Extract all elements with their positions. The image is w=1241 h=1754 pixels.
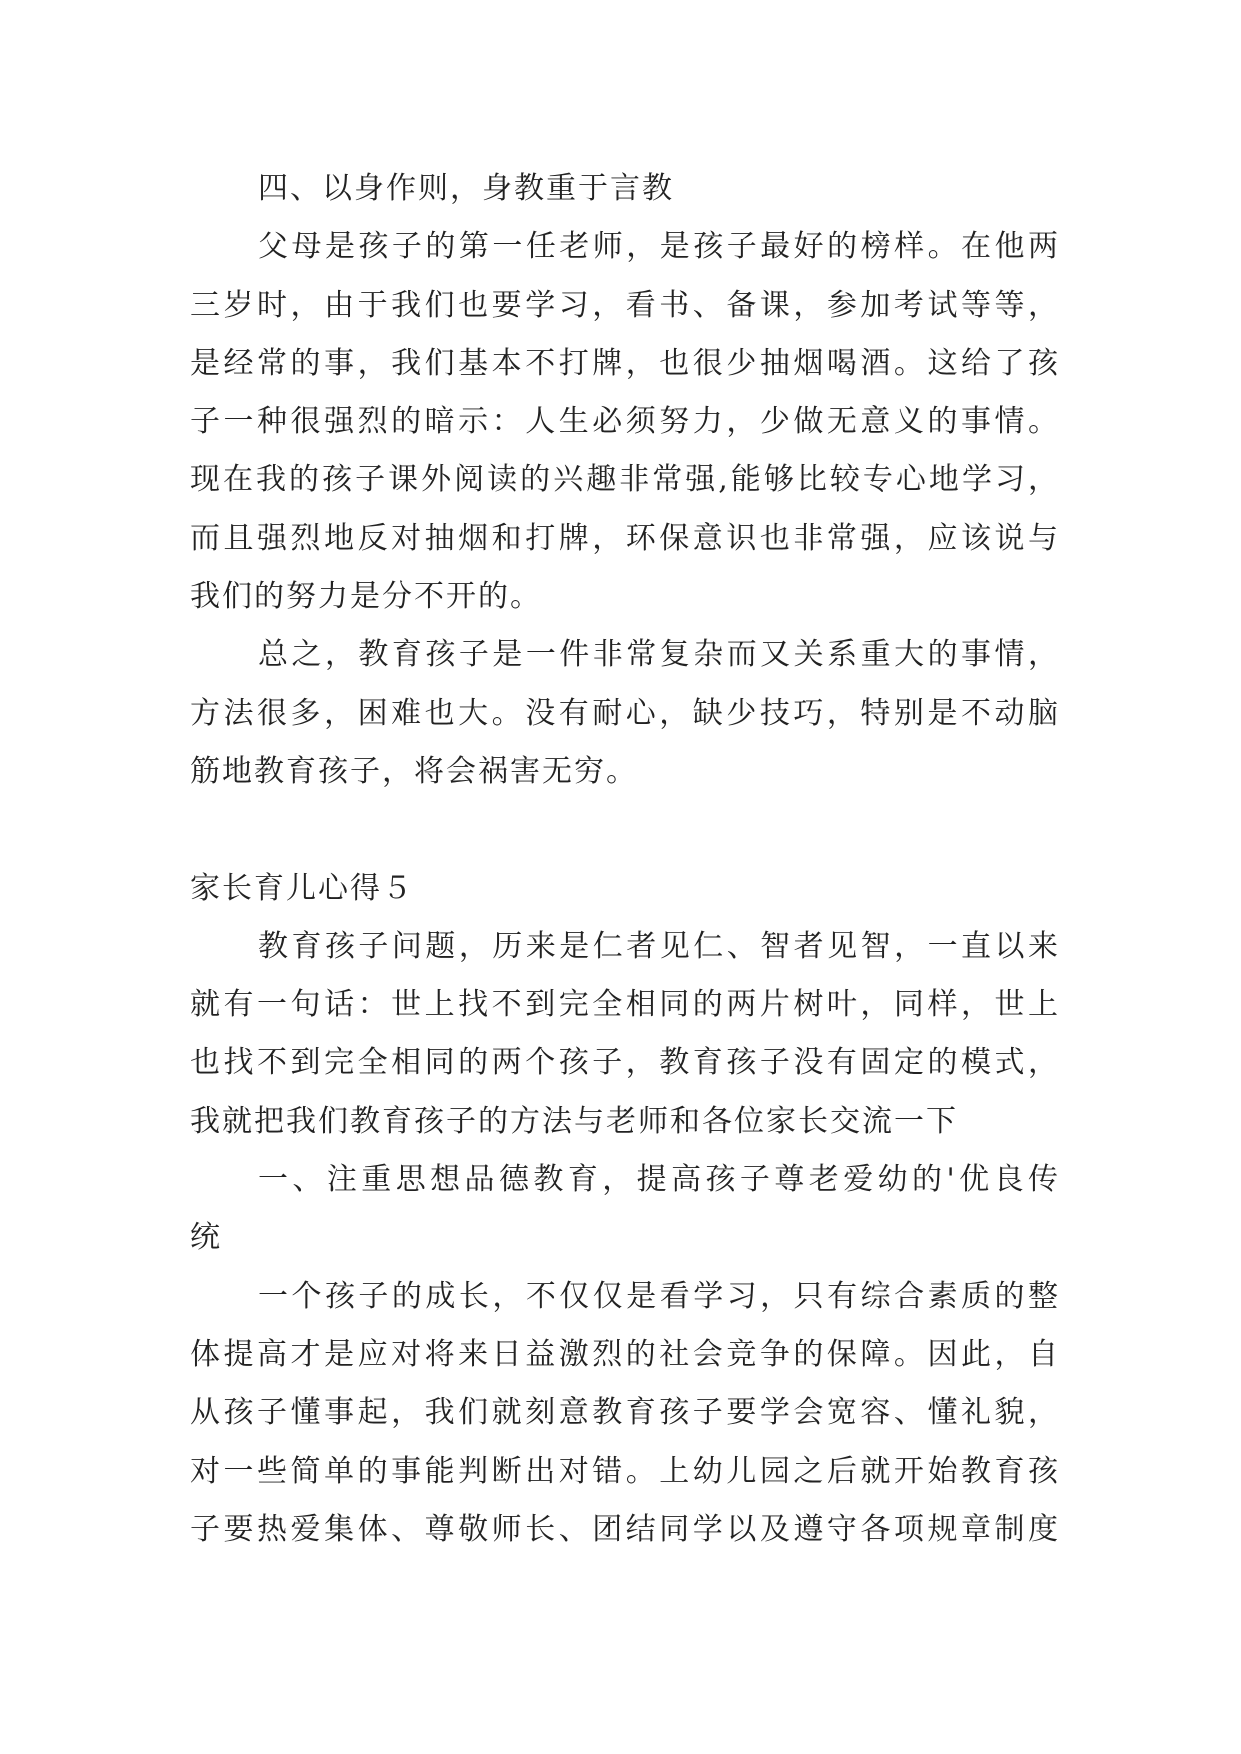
paragraph-line: 而且强烈地反对抽烟和打牌，环保意识也非常强，应该说与: [190, 520, 1060, 556]
paragraph: [190, 626, 1060, 801]
paragraph: [190, 918, 1060, 1151]
paragraph-line: 方法很多，困难也大。没有耐心，缺少技巧，特别是不动脑: [190, 695, 1060, 731]
section-subheading: 四、以身作则，身教重于言教: [258, 171, 674, 206]
section-subheading: [190, 1151, 1060, 1268]
paragraph-line: 也找不到完全相同的两个孩子，教育孩子没有固定的模式，: [190, 1045, 1060, 1081]
paragraph: [190, 1268, 1060, 1559]
subheading-line: 一、注重思想品德教育，提高孩子尊老爱幼的'优良传: [258, 1162, 1060, 1198]
section-title: 家长育儿心得５: [190, 870, 414, 906]
paragraph-line: 子要热爱集体、尊敬师长、团结同学以及遵守各项规章制度: [190, 1511, 1060, 1547]
section-spacer: [190, 801, 1060, 859]
paragraph-line: 从孩子懂事起，我们就刻意教育孩子要学会宽容、懂礼貌，: [190, 1395, 1060, 1431]
paragraph-line: 我就把我们教育孩子的方法与老师和各位家长交流一下: [190, 1103, 958, 1139]
paragraph-line: 我们的努力是分不开的。: [190, 579, 542, 615]
paragraph-line: 是经常的事，我们基本不打牌，也很少抽烟喝酒。这给了孩: [190, 345, 1060, 381]
paragraph-line: 子一种很强烈的暗示：人生必须努力，少做无意义的事情。: [190, 404, 1060, 440]
paragraph: [190, 218, 1060, 626]
paragraph-line: 父母是孩子的第一任老师，是孩子最好的榜样。在他两: [258, 229, 1060, 265]
document-body: [190, 160, 1060, 1559]
paragraph-line: 总之，教育孩子是一件非常复杂而又关系重大的事情，: [258, 637, 1060, 673]
paragraph-line: 三岁时，由于我们也要学习，看书、备课，参加考试等等，: [190, 287, 1060, 323]
paragraph-line: 对一些简单的事能判断出对错。上幼儿园之后就开始教育孩: [190, 1453, 1060, 1489]
paragraph-line: 现在我的孩子课外阅读的兴趣非常强,能够比较专心地学习，: [190, 462, 1060, 498]
paragraph-line: 筋地教育孩子，将会祸害无穷。: [190, 753, 638, 789]
paragraph-line: 体提高才是应对将来日益激烈的社会竞争的保障。因此，自: [190, 1336, 1060, 1372]
subheading-line: 统: [190, 1220, 222, 1256]
paragraph-line: 就有一句话：世上找不到完全相同的两片树叶，同样，世上: [190, 987, 1060, 1023]
paragraph-line: 教育孩子问题，历来是仁者见仁、智者见智，一直以来: [258, 928, 1060, 964]
paragraph-line: 一个孩子的成长，不仅仅是看学习，只有综合素质的整: [258, 1278, 1060, 1314]
